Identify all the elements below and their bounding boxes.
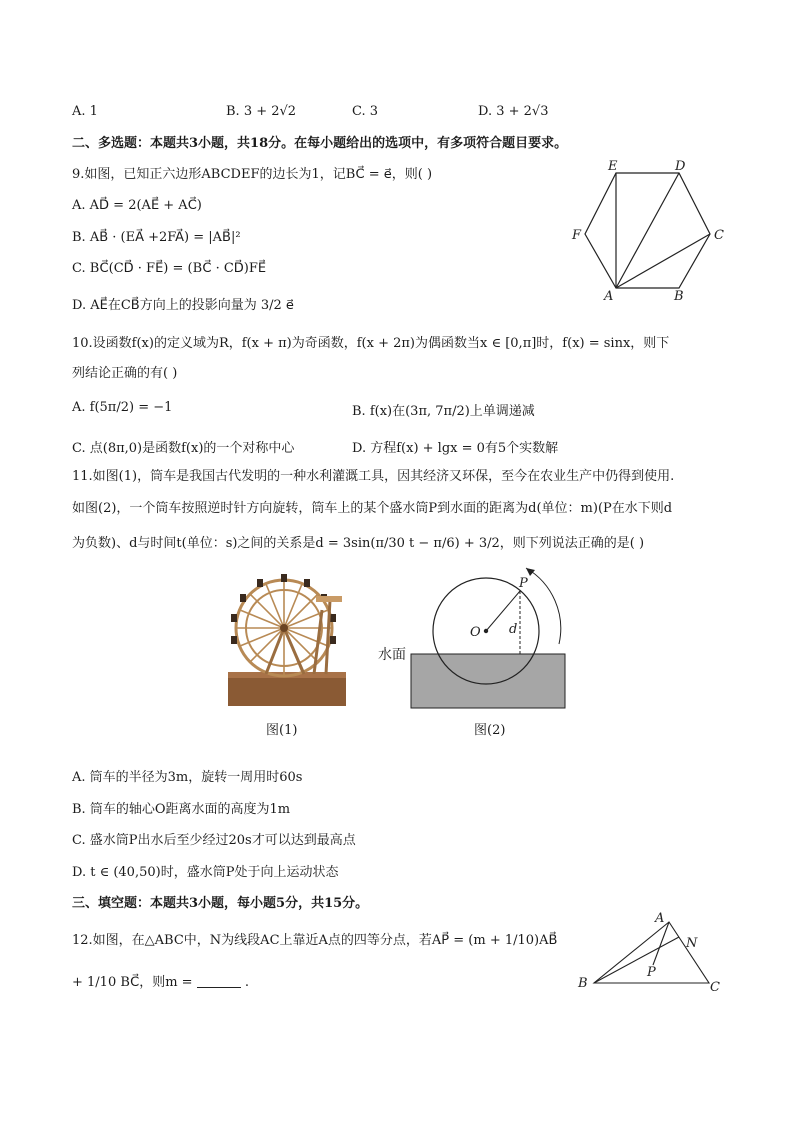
tri-label-c: C [710, 980, 720, 995]
q10-option-c: C. 点(8π,0)是函数f(x)的一个对称中心 [72, 441, 295, 456]
q10-option-d: D. 方程f(x) + lgx = 0有5个实数解 [352, 441, 559, 456]
tri-label-b: B [578, 976, 588, 991]
hex-label-b: B [674, 289, 684, 304]
rotation-arrow [526, 568, 561, 644]
answer-blank[interactable] [197, 975, 241, 988]
tri-label-a: A [655, 911, 665, 926]
hex-label-f: F [572, 228, 582, 243]
tri-label-p: P [647, 965, 656, 980]
q11-stem-line2: 如图(2)，一个筒车按照逆时针方向旋转，筒车上的某个盛水筒P到水面的距离为d(单位：m)(P在水下则d [72, 501, 673, 516]
q9-option-b: B. AB⃗ · (EA⃗ +2FA⃗) = |AB⃗|² [72, 230, 241, 245]
hex-label-c: C [714, 228, 724, 243]
q12-stem-line1: 12.如图，在△ABC中，N为线段AC上靠近A点的四等分点，若AP⃗ = (m + 1/10)AB⃗ [72, 933, 558, 948]
waterwheel-diagram [376, 560, 572, 712]
water-label: 水面 [378, 647, 406, 663]
hex-label-d: D [675, 160, 686, 174]
hexagon-figure [568, 160, 748, 308]
q11-option-a: A. 筒车的半径为3m，旋转一周用时60s [72, 770, 303, 785]
q11-option-d: D. t ∈ (40,50)时，盛水筒P处于向上运动状态 [72, 865, 339, 880]
segment-bn [594, 937, 679, 983]
q11-stem-line3: 为负数)、d与时间t(单位：s)之间的关系是d = 3sin(π/30 t − π/6) + 3/2，则下列说法正确的是( ) [72, 536, 645, 551]
q12-stem-line2-text: + 1/10 BC⃗，则m = [72, 975, 193, 990]
q12-stem-line2-end: . [244, 975, 249, 990]
q10-option-a: A. f(5π/2) = −1 [72, 400, 173, 415]
q9-stem: 9.如图，已知正六边形ABCDEF的边长为1，记BC⃗ = e⃗，则( ) [72, 167, 433, 182]
waterwheel-photo [226, 570, 348, 708]
water-region [411, 654, 565, 708]
triangle-figure [572, 910, 732, 996]
q8-option-d: D. 3 + 2√3 [478, 104, 549, 119]
wheel-label-d: d [509, 622, 518, 637]
q9-option-a: A. AD⃗ = 2(AE⃗ + AC⃗) [72, 198, 202, 213]
segment-ac [616, 234, 710, 288]
q11-stem-line1: 11.如图(1)，筒车是我国古代发明的一种水利灌溉工具，因其经济又环保，至今在农业生产中仍得到使用. [72, 469, 675, 484]
tri-label-n: N [686, 936, 698, 951]
q10-option-b: B. f(x)在(3π, 7π/2)上单调递减 [352, 404, 535, 419]
q9-option-c: C. BC⃗(CD⃗ · FE⃗) = (BC⃗ · CD⃗)FE⃗ [72, 261, 267, 276]
q12-stem-line2 [72, 974, 249, 992]
section2-header: 二、多选题：本题共3小题，共18分。在每小题给出的选项中，有多项符合题目要求。 [72, 136, 568, 151]
q11-option-c: C. 盛水筒P出水后至少经过20s才可以达到最高点 [72, 833, 356, 848]
q8-option-b: B. 3 + 2√2 [226, 104, 297, 119]
q8-option-a: A. 1 [72, 104, 98, 119]
figure1-caption: 图(1) [266, 723, 298, 738]
q10-stem-line2: 列结论正确的有( ) [72, 366, 178, 381]
rotation-arrowhead [526, 568, 535, 576]
section3-header: 三、填空题：本题共3小题，每小题5分，共15分。 [72, 896, 369, 911]
q11-option-b: B. 筒车的轴心O距离水面的高度为1m [72, 802, 291, 817]
wheel-label-p: P [519, 576, 528, 591]
hex-label-e: E [608, 160, 618, 174]
figure2-caption: 图(2) [474, 723, 506, 738]
q9-option-d: D. AE⃗在CB⃗方向上的投影向量为 3/2 e⃗ [72, 298, 294, 313]
segment-ad [616, 173, 679, 288]
q8-option-c: C. 3 [352, 104, 379, 119]
q10-stem-line1: 10.设函数f(x)的定义域为R，f(x + π)为奇函数，f(x + 2π)为偶函数当x ∈ [0,π]时，f(x) = sinx，则下 [72, 336, 670, 351]
hex-label-a: A [604, 289, 614, 304]
wheel-label-o: O [470, 625, 481, 640]
